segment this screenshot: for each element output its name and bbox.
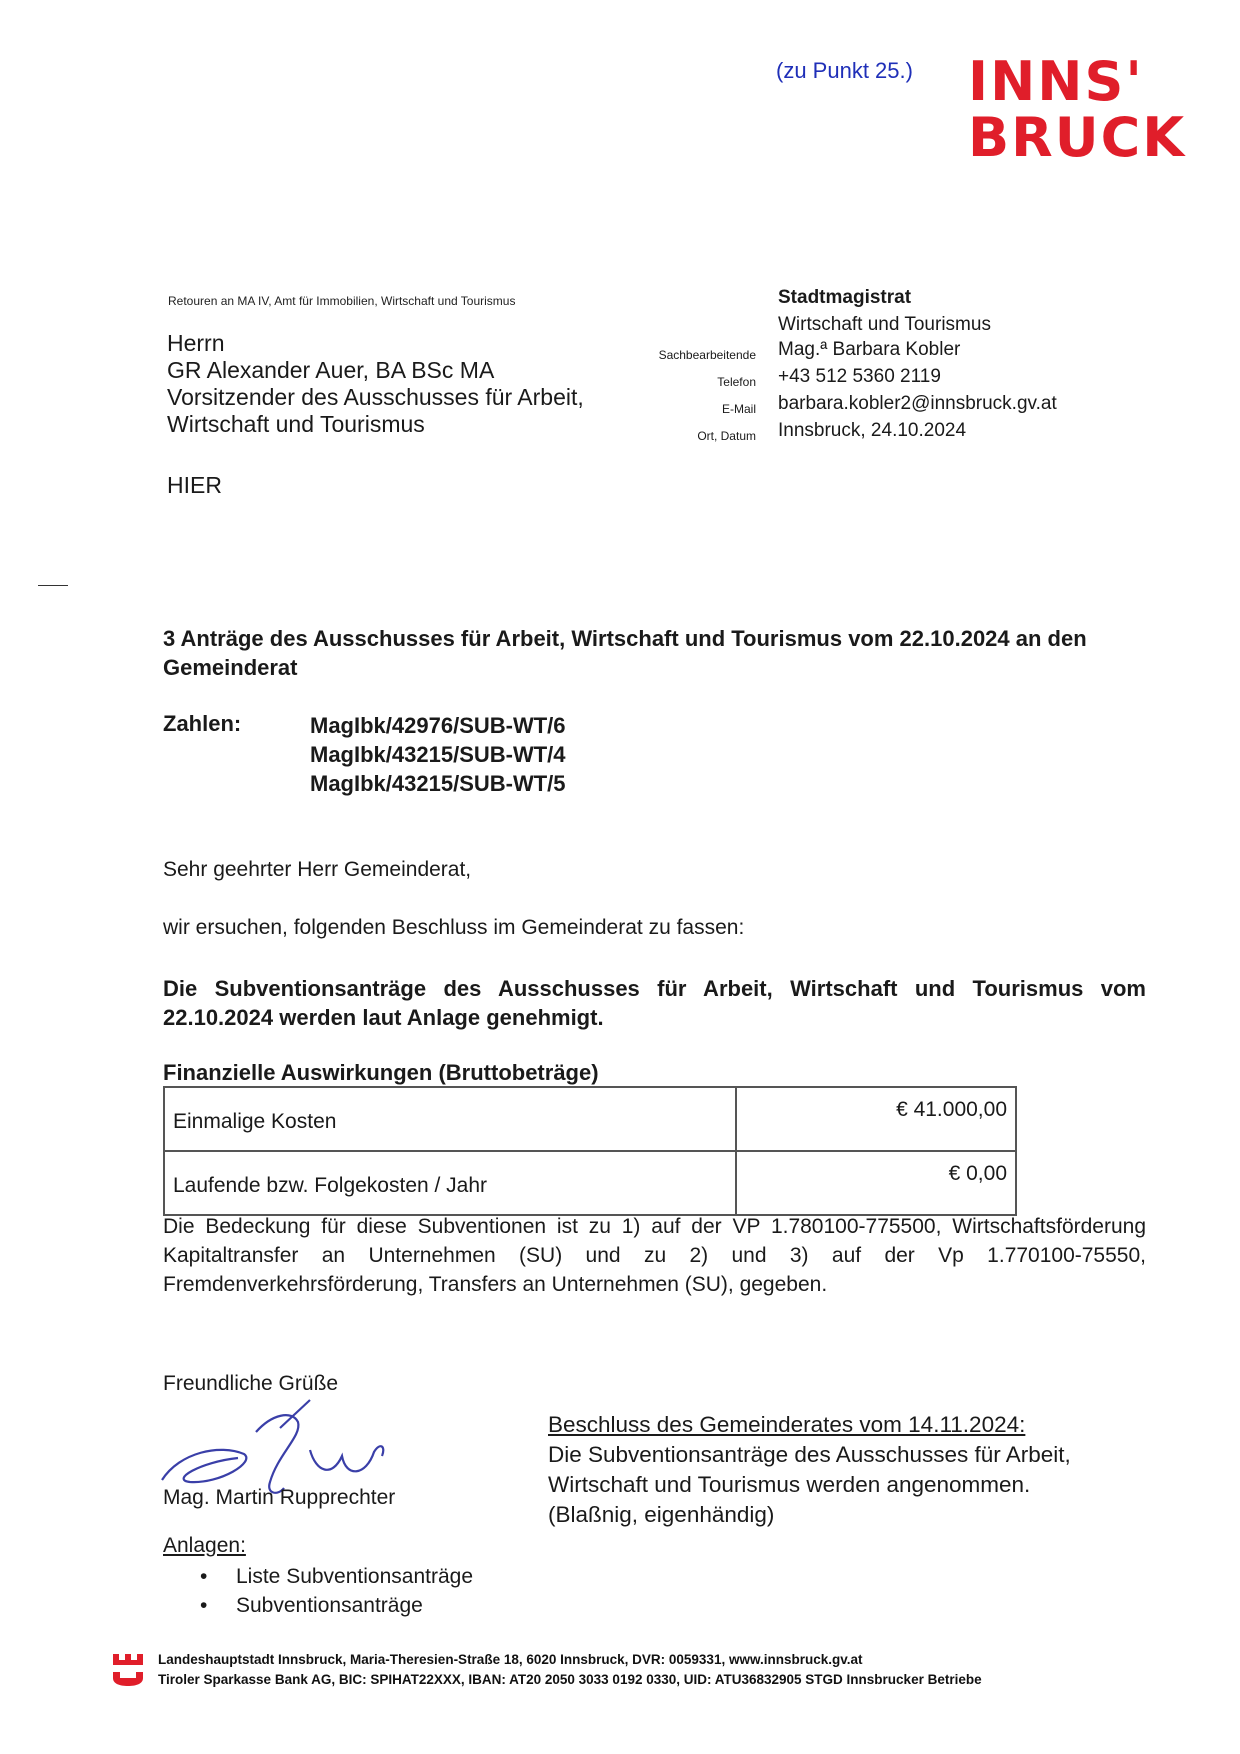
letter-salutation: Sehr geehrter Herr Gemeinderat, xyxy=(163,858,472,881)
list-item: • Liste Subventionsanträge xyxy=(200,1562,473,1591)
reference-number: MagIbk/42976/SUB-WT/6 xyxy=(310,713,566,738)
financial-heading: Finanzielle Auswirkungen (Bruttobeträge) xyxy=(163,1060,599,1085)
decision-line-1: Die Subventionsanträge des Ausschusses für Arbeit, xyxy=(548,1442,1071,1467)
sender-org: Stadtmagistrat xyxy=(778,287,912,308)
phone-value: +43 512 5360 2119 xyxy=(778,366,941,387)
recipient-location: HIER xyxy=(167,472,222,498)
recipient-address xyxy=(167,330,584,438)
reference-number: MagIbk/43215/SUB-WT/4 xyxy=(310,742,566,767)
cost-label: Einmalige Kosten xyxy=(164,1087,736,1151)
decision-title: Beschluss des Gemeinderates vom 14.11.2024: xyxy=(548,1412,1026,1437)
attachments-title: Anlagen: xyxy=(163,1534,246,1557)
footer-line-2: Tiroler Sparkasse Bank AG, BIC: SPIHAT22XXX, IBAN: AT20 2050 3033 0192 0330, UID: ATU36832905 STGD Innsbrucker Betriebe xyxy=(158,1672,982,1687)
logo-line-1: INNS' xyxy=(968,50,1144,113)
council-decision-note xyxy=(548,1410,1071,1530)
numbers-label: Zahlen: xyxy=(163,711,242,736)
logo-line-2: BRUCK xyxy=(968,106,1187,169)
phone-label: Telefon xyxy=(717,375,756,389)
clerk-value: Mag.ª Barbara Kobler xyxy=(778,339,961,360)
list-item: • Subventionsanträge xyxy=(200,1591,473,1620)
recipient-name: GR Alexander Auer, BA BSc MA xyxy=(167,357,495,383)
footer-line-1: Landeshauptstadt Innsbruck, Maria-Theresien-Straße 18, 6020 Innsbruck, DVR: 0059331, www.innsbruck.gv.at xyxy=(158,1652,863,1667)
recipient-role-2: Wirtschaft und Tourismus xyxy=(167,411,425,437)
email-value: barbara.kobler2@innsbruck.gv.at xyxy=(778,393,1057,414)
request-text: wir ersuchen, folgenden Beschluss im Gemeinderat zu fassen: xyxy=(163,916,745,939)
reference-number: MagIbk/43215/SUB-WT/5 xyxy=(310,771,566,796)
signer-name: Mag. Martin Rupprechter xyxy=(163,1486,396,1509)
cost-amount: € 41.000,00 xyxy=(736,1087,1016,1151)
innsbruck-logo xyxy=(968,50,1208,169)
sender-department: Wirtschaft und Tourismus xyxy=(778,314,991,335)
sender-values xyxy=(778,336,1057,444)
agenda-reference: (zu Punkt 25.) xyxy=(776,58,913,83)
table-row xyxy=(164,1151,1016,1215)
letter-subject: 3 Anträge des Ausschusses für Arbeit, Wirtschaft und Tourismus vom 22.10.2024 an den Gemeinderat xyxy=(163,626,1087,680)
attachments-list xyxy=(200,1562,473,1620)
cost-amount: € 0,00 xyxy=(736,1151,1016,1215)
return-address: Retouren an MA IV, Amt für Immobilien, Wirtschaft und Tourismus xyxy=(168,294,516,308)
city-crest-icon xyxy=(112,1652,144,1688)
decision-line-3: (Blaßnig, eigenhändig) xyxy=(548,1502,775,1527)
place-date-value: Innsbruck, 24.10.2024 xyxy=(778,420,967,441)
clerk-label: Sachbearbeitende xyxy=(658,348,756,362)
recipient-role-1: Vorsitzender des Ausschusses für Arbeit, xyxy=(167,384,584,410)
table-row xyxy=(164,1087,1016,1151)
sender-organisation xyxy=(778,284,991,338)
cost-label: Laufende bzw. Folgekosten / Jahr xyxy=(164,1151,736,1215)
recipient-salutation: Herrn xyxy=(167,330,225,356)
footer xyxy=(158,1650,982,1690)
resolution-text: Die Subventionsanträge des Ausschusses für Arbeit, Wirtschaft und Tourismus vom 22.10.2024 werden laut Anlage genehmigt. xyxy=(163,976,1146,1030)
fold-mark xyxy=(38,585,68,586)
coverage-text: Die Bedeckung für diese Subventionen ist zu 1) auf der VP 1.780100-775500, Wirtschaftsförderung Kapitaltransfer an Unternehmen (SU) und zu 2) und 3) auf der Vp 1.770100-75550, Fremdenverkehrsförderung, Transfers an Unternehmen (SU), gegeben. xyxy=(163,1215,1146,1296)
decision-line-2: Wirtschaft und Tourismus werden angenommen. xyxy=(548,1472,1031,1497)
financial-table xyxy=(163,1086,1017,1216)
place-date-label: Ort, Datum xyxy=(697,429,756,443)
closing-greeting: Freundliche Grüße xyxy=(163,1372,339,1395)
sender-labels xyxy=(600,342,756,450)
email-label: E-Mail xyxy=(721,402,756,416)
reference-numbers xyxy=(310,711,566,798)
